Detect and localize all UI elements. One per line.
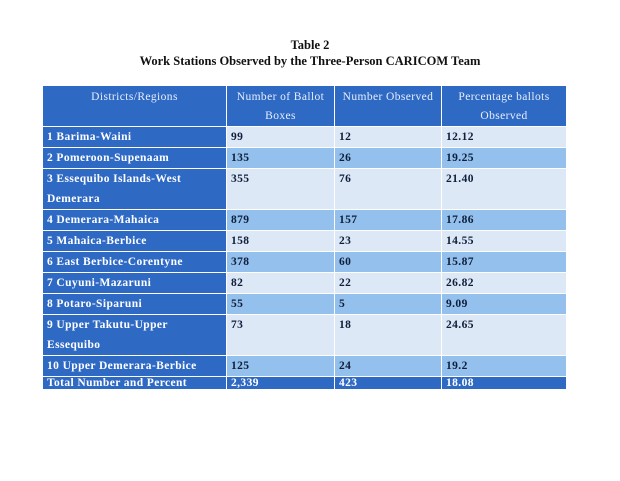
ballot-boxes-cell: 73 [227,315,335,356]
percentage-cell: 9.09 [442,294,567,315]
total-district-cell: Total Number and Percent [43,377,227,390]
percentage-cell: 19.25 [442,148,567,169]
table-row [43,294,567,315]
table-header [43,86,567,127]
ballot-boxes-cell: 879 [227,210,335,231]
table-title: Table 2 [290,38,330,52]
percentage-cell: 19.2 [442,356,567,377]
header-percentage: Percentage ballots Observed [442,86,567,127]
table-row [43,356,567,377]
district-cell: 4 Demerara-Mahaica [43,210,227,231]
ballot-boxes-cell: 158 [227,231,335,252]
table-subtitle: Work Stations Observed by the Three-Person CARICOM Team [139,54,481,68]
table-row [43,210,567,231]
percentage-cell: 12.12 [442,127,567,148]
district-cell: 5 Mahaica-Berbice [43,231,227,252]
ballot-boxes-cell: 135 [227,148,335,169]
observed-cell: 76 [335,169,442,210]
district-cell: 9 Upper Takutu-Upper Essequibo [43,315,227,356]
total-observed-cell: 423 [335,377,442,390]
district-cell: 10 Upper Demerara-Berbice [43,356,227,377]
ballot-boxes-cell: 99 [227,127,335,148]
observed-cell: 26 [335,148,442,169]
observed-cell: 18 [335,315,442,356]
percentage-cell: 26.82 [442,273,567,294]
ballot-boxes-cell: 355 [227,169,335,210]
table-row [43,148,567,169]
ballot-boxes-cell: 125 [227,356,335,377]
table-row [43,169,567,210]
percentage-cell: 17.86 [442,210,567,231]
header-ballot-boxes: Number of Ballot Boxes [227,86,335,127]
observed-cell: 24 [335,356,442,377]
ballot-boxes-cell: 378 [227,252,335,273]
table-row [43,273,567,294]
header-row [43,86,567,127]
observed-cell: 5 [335,294,442,315]
table-body [43,127,567,390]
district-cell: 2 Pomeroon-Supenaam [43,148,227,169]
district-cell: 6 East Berbice-Corentyne [43,252,227,273]
ballot-boxes-cell: 55 [227,294,335,315]
district-cell: 7 Cuyuni-Mazaruni [43,273,227,294]
percentage-cell: 15.87 [442,252,567,273]
observed-cell: 60 [335,252,442,273]
table-row [43,127,567,148]
percentage-cell: 14.55 [442,231,567,252]
header-district: Districts/Regions [43,86,227,127]
table-row [43,252,567,273]
district-cell: 3 Essequibo Islands-West Demerara [43,169,227,210]
table-row [43,231,567,252]
ballot-boxes-cell: 82 [227,273,335,294]
observed-cell: 12 [335,127,442,148]
table-heading [0,38,620,69]
total-row [43,377,567,390]
total-ballot-boxes-cell: 2,339 [227,377,335,390]
observed-cell: 22 [335,273,442,294]
percentage-cell: 24.65 [442,315,567,356]
district-cell: 1 Barima-Waini [43,127,227,148]
header-number-observed: Number Observed [335,86,442,127]
observed-cell: 23 [335,231,442,252]
table-row [43,315,567,356]
observed-cell: 157 [335,210,442,231]
work-stations-table [42,85,567,390]
total-percentage-cell: 18.08 [442,377,567,390]
district-cell: 8 Potaro-Siparuni [43,294,227,315]
percentage-cell: 21.40 [442,169,567,210]
